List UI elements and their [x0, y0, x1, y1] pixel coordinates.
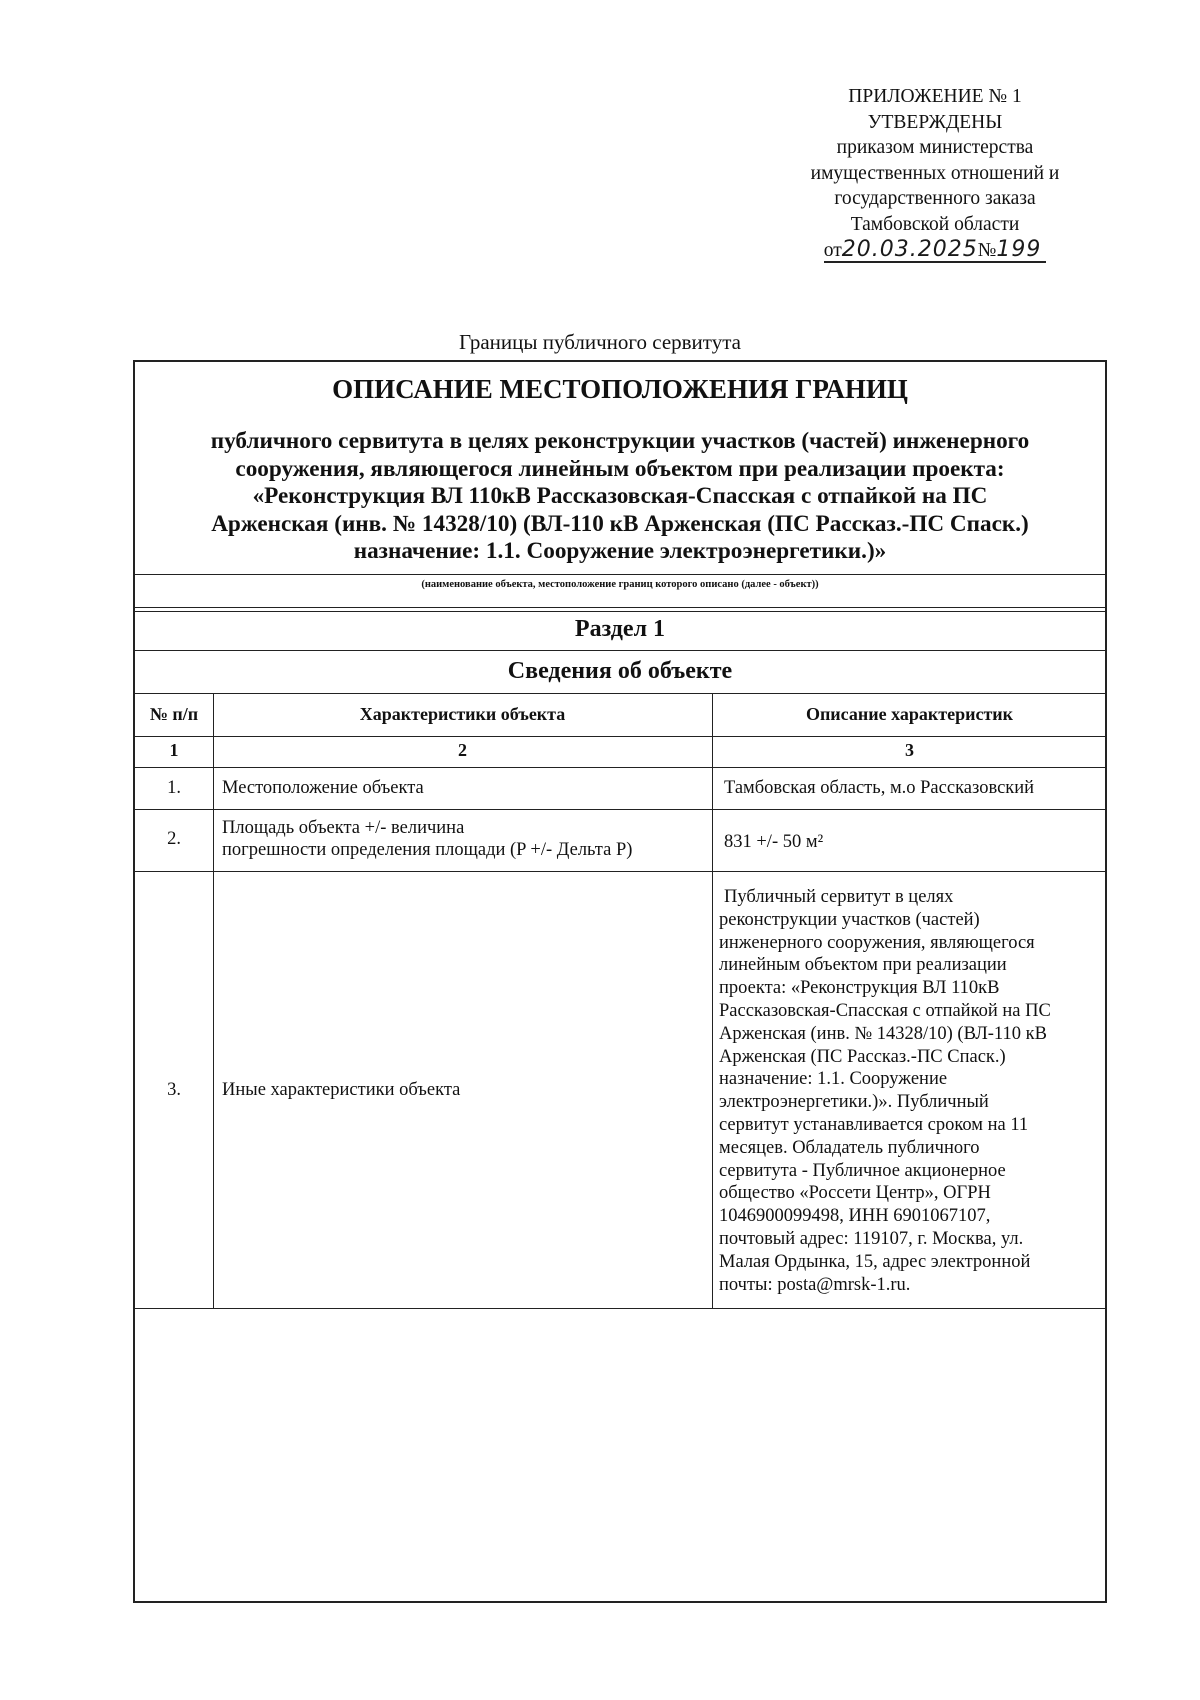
description-line: общество «Россети Центр», ОГРН	[719, 1183, 991, 1204]
divider	[135, 574, 1105, 575]
table-rule	[135, 871, 1105, 872]
approval-line: ПРИЛОЖЕНИЕ № 1	[848, 86, 1022, 107]
object-name-line: сооружения, являющегося линейным объектом при реализации проекта:	[235, 455, 1005, 482]
approval-line: государственного заказа	[834, 188, 1036, 209]
description-cell: Тамбовская область, м.о Рассказовский	[724, 778, 1035, 798]
description-line: Малая Ордынка, 15, адрес электронной	[719, 1251, 1031, 1272]
document-frame	[133, 360, 1107, 1603]
description-line: проекта: «Реконструкция ВЛ 110кВ	[719, 978, 1000, 999]
column-rule	[712, 693, 713, 1308]
table-rule	[135, 736, 1105, 737]
column-rule	[213, 693, 214, 1308]
divider	[135, 650, 1105, 651]
order-date: 20.03.2025	[841, 237, 978, 262]
description-line: 1046900099498, ИНН 6901067107,	[719, 1206, 991, 1227]
description-cell: 831 +/- 50 м²	[724, 832, 824, 852]
description-line: электроэнергетики.)». Публичный	[719, 1092, 989, 1113]
divider	[135, 693, 1105, 694]
row-number: 2.	[167, 829, 181, 849]
object-name-line: назначение: 1.1. Сооружение электроэнергетики.)»	[353, 538, 887, 564]
row-number: 1.	[167, 778, 181, 798]
description-line: Рассказовская-Спасская с отпайкой на ПС	[719, 1000, 1051, 1021]
characteristic-line: Площадь объекта +/- величина	[222, 818, 465, 838]
section-title: Сведения об объекте	[507, 658, 733, 684]
description-line: Арженская (инв. № 14328/10) (ВЛ-110 кВ	[719, 1023, 1047, 1044]
main-title: ОПИСАНИЕ МЕСТОПОЛОЖЕНИЯ ГРАНИЦ	[332, 374, 908, 404]
column-number: 1	[169, 740, 179, 760]
description-line: почтовый адрес: 119107, г. Москва, ул.	[719, 1228, 1024, 1249]
column-number: 3	[905, 740, 914, 760]
document-caption: Границы публичного сервитута	[459, 330, 741, 354]
divider	[135, 607, 1105, 608]
number-prefix: №	[977, 240, 997, 261]
description-line: месяцев. Обладатель публичного	[719, 1137, 980, 1158]
description-line: почты: posta@mrsk-1.ru.	[719, 1274, 911, 1295]
date-prefix: от	[823, 240, 842, 261]
description-line: линейным объектом при реализации	[719, 955, 1007, 976]
approval-line: Тамбовской области	[850, 213, 1020, 235]
header-characteristic: Характеристики объекта	[359, 704, 566, 724]
order-number: 199	[996, 237, 1042, 262]
description-line: Публичный сервитут в целях	[724, 887, 954, 907]
description-line: назначение: 1.1. Сооружение	[719, 1069, 948, 1090]
characteristic-cell: Местоположение объекта	[222, 778, 424, 798]
approval-line: имущественных отношений и	[810, 162, 1060, 184]
approval-line: приказом министерства	[836, 137, 1034, 158]
table-rule	[135, 767, 1105, 768]
divider	[135, 611, 1105, 612]
table-rule	[135, 809, 1105, 810]
object-name-line: публичного сервитута в целях реконструкции участков (частей) инженерного	[210, 428, 1030, 454]
description-line: сервитута - Публичное акционерное	[719, 1160, 1006, 1181]
header-num: № п/п	[149, 704, 199, 724]
approval-line: УТВЕРЖДЕНЫ	[867, 111, 1003, 133]
header-description: Описание характеристик	[805, 704, 1014, 724]
characteristic-line: погрешности определения площади (P +/- Дельта P)	[222, 840, 633, 860]
section-heading: Раздел 1	[574, 616, 666, 642]
characteristic-cell: Иные характеристики объекта	[222, 1080, 461, 1100]
description-line: сервитут устанавливается сроком на 11	[719, 1114, 1029, 1135]
description-cell	[719, 886, 1051, 1296]
description-line: инженерного сооружения, являющегося	[719, 932, 1035, 953]
order-date-line	[823, 237, 1046, 263]
object-name	[135, 428, 1105, 566]
object-name-line: Арженская (инв. № 14328/10) (ВЛ-110 кВ Арженская (ПС Рассказ.-ПС Спаск.)	[211, 510, 1029, 537]
table-rule	[135, 1308, 1105, 1309]
description-line: реконструкции участков (частей)	[719, 909, 980, 930]
approval-date-line	[770, 237, 1100, 264]
characteristic-cell	[222, 817, 632, 861]
object-name-line: «Реконструкция ВЛ 110кВ Рассказовская-Спасская с отпайкой на ПС	[252, 483, 988, 509]
object-note: (наименование объекта, местоположение границ которого описано (далее - объект))	[421, 579, 819, 590]
description-line: Арженская (ПС Рассказ.-ПС Спаск.)	[719, 1046, 1006, 1067]
approval-stamp	[770, 84, 1100, 264]
column-number: 2	[458, 740, 467, 760]
row-number: 3.	[167, 1080, 181, 1100]
